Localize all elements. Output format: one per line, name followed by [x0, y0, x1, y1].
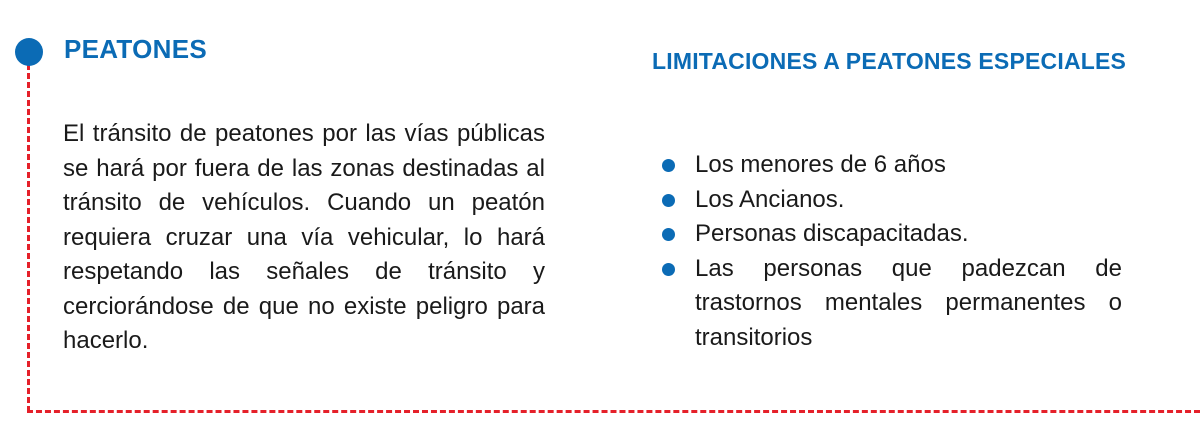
list-item: [660, 148, 1122, 183]
list-item: [660, 183, 1122, 218]
bullet-dot-icon: [662, 263, 675, 276]
section-marker-dot-icon: [15, 38, 43, 66]
list-item-text: Las personas que padezcan de trastornos mentales permanentes o transitorios: [695, 254, 1122, 351]
peatones-title: PEATONES: [64, 34, 208, 64]
peatones-paragraph: El tránsito de peatones por las vías públicas se hará por fuera de las zonas destinadas al tránsito de vehículos. Cuando un peatón requiera cruzar una vía vehicular, lo hará respetando las señales de tránsito y cerciorándose de que no existe peligro para hacerlo.: [63, 120, 545, 354]
limitaciones-list: [660, 148, 1122, 355]
bullet-dot-icon: [662, 228, 675, 241]
bullet-dot-icon: [662, 194, 675, 207]
list-item-text: Los menores de 6 años: [695, 151, 946, 178]
limitaciones-title: LIMITACIONES A PEATONES ESPECIALES: [652, 48, 1127, 74]
bullet-dot-icon: [662, 159, 675, 172]
list-item: [660, 252, 1122, 356]
dashed-frame-bottom-line: [27, 410, 1200, 413]
dashed-frame-left-line: [27, 64, 30, 412]
list-item-text: Los Ancianos.: [695, 185, 845, 213]
list-item: [660, 217, 1122, 252]
list-item-text: Personas discapacitadas.: [695, 220, 969, 247]
